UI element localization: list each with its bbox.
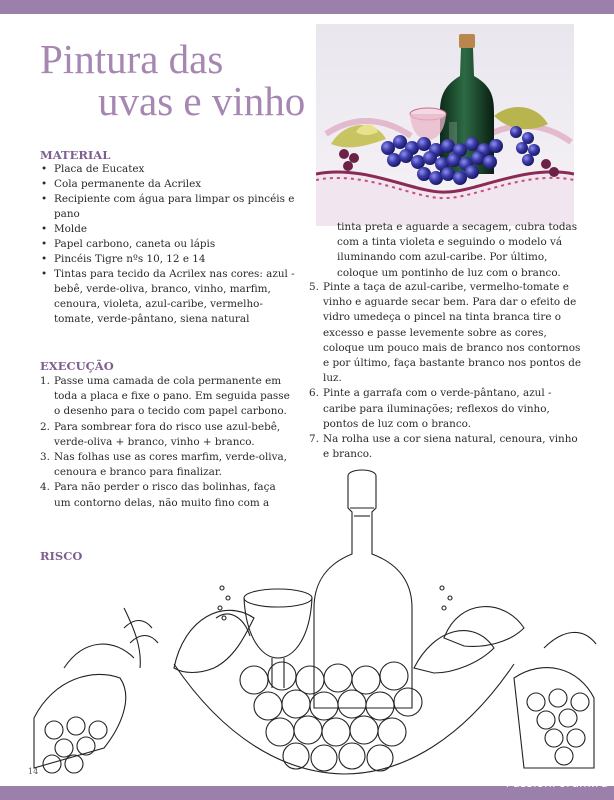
steps-right [309, 280, 583, 462]
material-item: • Tintas para tecido da Acrilex nas cores: azul -bebê, verde-oliva, branco, vinho, marfim, cenoura, violeta, azul-caribe, vermelho-tomate, verde-pântano, siena natural [40, 267, 300, 327]
top-color-band [0, 0, 614, 14]
step-number: 4. [40, 481, 50, 494]
step-item [309, 432, 583, 462]
material-list [40, 162, 300, 327]
title-line-1: Pintura das [40, 36, 224, 82]
material-item: • Pincéis Tigre nºs 10, 12 e 14 [40, 252, 300, 267]
step-item [40, 374, 290, 420]
material-item: • Cola permanente da Acrilex [40, 177, 300, 192]
risco-heading: RISCO [40, 549, 83, 563]
step-item [309, 386, 583, 432]
material-item: • Molde [40, 222, 300, 237]
material-item: • Recipiente com água para limpar os pincéis e pano [40, 192, 300, 222]
step-text: Passe uma camada de cola permanente em toda a placa e fixe o pano. Em seguida passe o desenho para o tecido com papel carbono. [54, 375, 290, 418]
step-item [40, 420, 290, 450]
step-number: 3. [40, 451, 50, 464]
material-heading: MATERIAL [40, 148, 111, 162]
step-item [309, 280, 583, 386]
step-text: Na rolha use a cor siena natural, cenoura, vinho e branco. [323, 433, 578, 461]
step-number: 1. [40, 375, 50, 387]
risco-pattern [24, 468, 600, 780]
step-4-continuation: tinta preta e aguarde a secagem, cubra todas com a tinta violeta e seguindo o modelo vá iluminando com azul-caribe. Por último, coloque um pontinho de luz com o branco. [337, 221, 578, 279]
page-number: 14 [28, 767, 39, 776]
page-title [40, 38, 305, 122]
painting-photo [316, 24, 574, 226]
step-number: 7. [309, 433, 319, 446]
step-number: 6. [309, 387, 319, 400]
step-number: 5. [309, 281, 319, 293]
step-text: Para sombrear fora do risco use azul-bebê, verde-oliva + branco, vinho + branco. [54, 420, 281, 448]
material-item: • Placa de Eucatex [40, 162, 300, 177]
step-text: Pinte a garrafa com o verde-pântano, azul -caribe para iluminações; reflexos do vinho, pontos de luz com o branco. [323, 387, 552, 430]
material-item: • Papel carbono, caneta ou lápis [40, 237, 300, 252]
title-line-2: uvas e vinho [98, 78, 306, 124]
step-number: 2. [40, 420, 50, 433]
step-text: Nas folhas use as cores marfim, verde-oliva, cenoura e branco para finalizar. [54, 451, 287, 479]
step-text: Para não perder o risco das bolinhas, faça um contorno delas, não muito fino com a [54, 481, 276, 509]
execucao-heading: EXECUÇÃO [40, 359, 114, 373]
step-text: Pinte a taça de azul-caribe, vermelho-tomate e vinho e aguarde secar bem. Para dar o efeito de vidro umedeça o pincel na tinta branca tire o excesso e passe levemente sobre as cores, coloque um pouco mais de branco nos contornos e por último, faça bastante branco nos pontos de luz. [323, 281, 582, 385]
watermark-text: PassionForum.ru [505, 776, 608, 790]
